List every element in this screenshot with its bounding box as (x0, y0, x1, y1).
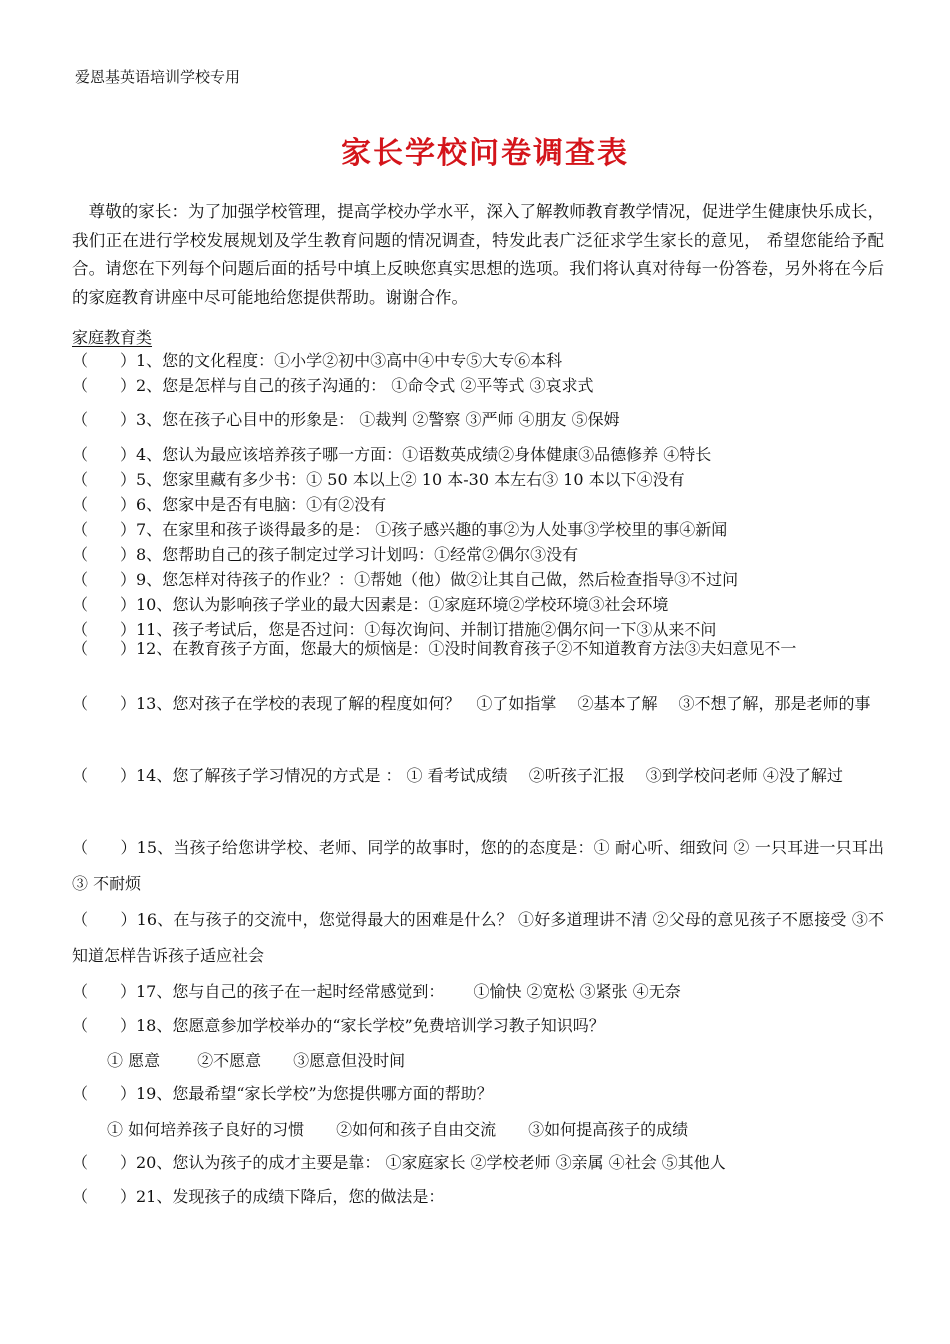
question-14: （ ）14、您了解孩子学习情况的方式是 ： ① 看考试成绩 ②听孩子汇报 ③到学校问老师 ④没了解过 (72, 766, 843, 785)
question-7: （ ）7、在家里和孩子谈得最多的是： ①孩子感兴趣的事②为人处事③学校里的事④新闻 (72, 520, 728, 539)
question-19-options: ① 如何培养孩子良好的习惯 ②如何和孩子自由交流 ③如何提高孩子的成绩 (107, 1120, 689, 1139)
question-11: （ ）11、孩子考试后，您是否过问：①每次询问、并制订措施②偶尔问一下③从来不问 (72, 620, 717, 639)
question-13: （ ）13、您对孩子在学校的表现了解的程度如何？ ①了如指掌 ②基本了解 ③不想了解，那是老师的事 (72, 694, 871, 713)
intro-text: 尊敬的家长：为了加强学校管理，提高学校办学水平，深入了解教师教育教学情况，促进学生健康快乐成长，我们正在进行学校发展规划及学生教育问题的情况调查，特发此表广泛征求学生家长的意见， 希望您能给予配合。请您在下列每个问题后面的括号中填上反映您真实思想的选项。我们将认真对待每一份答卷，另外将在今后的家庭教育讲座中尽可能地给您提供帮助。谢谢合作。 (72, 202, 885, 307)
question-20: （ ）20、您认为孩子的成才主要是靠： ①家庭家长 ②学校老师 ③亲属 ④社会 ⑤其他人 (72, 1153, 726, 1172)
intro-paragraph (72, 198, 884, 312)
question-2: （ ）2、您是怎样与自己的孩子沟通的： ①命令式 ②平等式 ③哀求式 (72, 376, 594, 395)
question-18-options: ① 愿意 ②不愿意 ③愿意但没时间 (107, 1051, 406, 1070)
question-16: （ ）16、在与孩子的交流中，您觉得最大的困难是什么？ ①好多道理讲不清 ②父母的意见孩子不愿接受 ③不知道怎样告诉孩子适应社会 (72, 910, 884, 965)
question-4: （ ）4、您认为最应该培养孩子哪一方面：①语数英成绩②身体健康③品德修养 ④特长 (72, 445, 712, 464)
question-19: （ ）19、您最希望“家长学校”为您提供哪方面的帮助？ (72, 1084, 493, 1103)
question-6: （ ）6、您家中是否有电脑：①有②没有 (72, 495, 387, 514)
question-9: （ ）9、您怎样对待孩子的作业？：①帮她（他）做②让其自己做，然后检查指导③不过问 (72, 570, 739, 589)
section-title-family-education: 家庭教育类 (72, 328, 153, 347)
question-5: （ ）5、您家里藏有多少书：① 50 本以上② 10 本-30 本左右③ 10 本以下④没有 (72, 470, 685, 489)
question-18: （ ）18、您愿意参加学校举办的“家长学校”免费培训学习教子知识吗？ (72, 1016, 605, 1035)
question-10: （ ）10、您认为影响孩子学业的最大因素是：①家庭环境②学校环境③社会环境 (72, 595, 669, 614)
question-1: （ ）1、您的文化程度：①小学②初中③高中④中专⑤大专⑥本科 (72, 351, 563, 370)
question-17: （ ）17、您与自己的孩子在一起时经常感觉到： ①愉快 ②宽松 ③紧张 ④无奈 (72, 982, 681, 1001)
question-15: （ ）15、当孩子给您讲学校、老师、同学的故事时，您的的态度是：① 耐心听、细致问 ② 一只耳进一只耳出 ③ 不耐烦 (72, 838, 884, 893)
question-8: （ ）8、您帮助自己的孩子制定过学习计划吗：①经常②偶尔③没有 (72, 545, 579, 564)
question-3: （ ）3、您在孩子心目中的形象是： ①裁判 ②警察 ③严师 ④朋友 ⑤保姆 (72, 410, 620, 429)
question-21: （ ）21、发现孩子的成绩下降后，您的做法是： (72, 1187, 445, 1206)
survey-title: 家长学校问卷调查表 (341, 136, 629, 171)
question-12: （ ）12、在教育孩子方面，您最大的烦恼是：①没时间教育孩子②不知道教育方法③夫妇意见不一 (72, 639, 797, 658)
school-header-note: 爱恩基英语培训学校专用 (75, 68, 241, 86)
